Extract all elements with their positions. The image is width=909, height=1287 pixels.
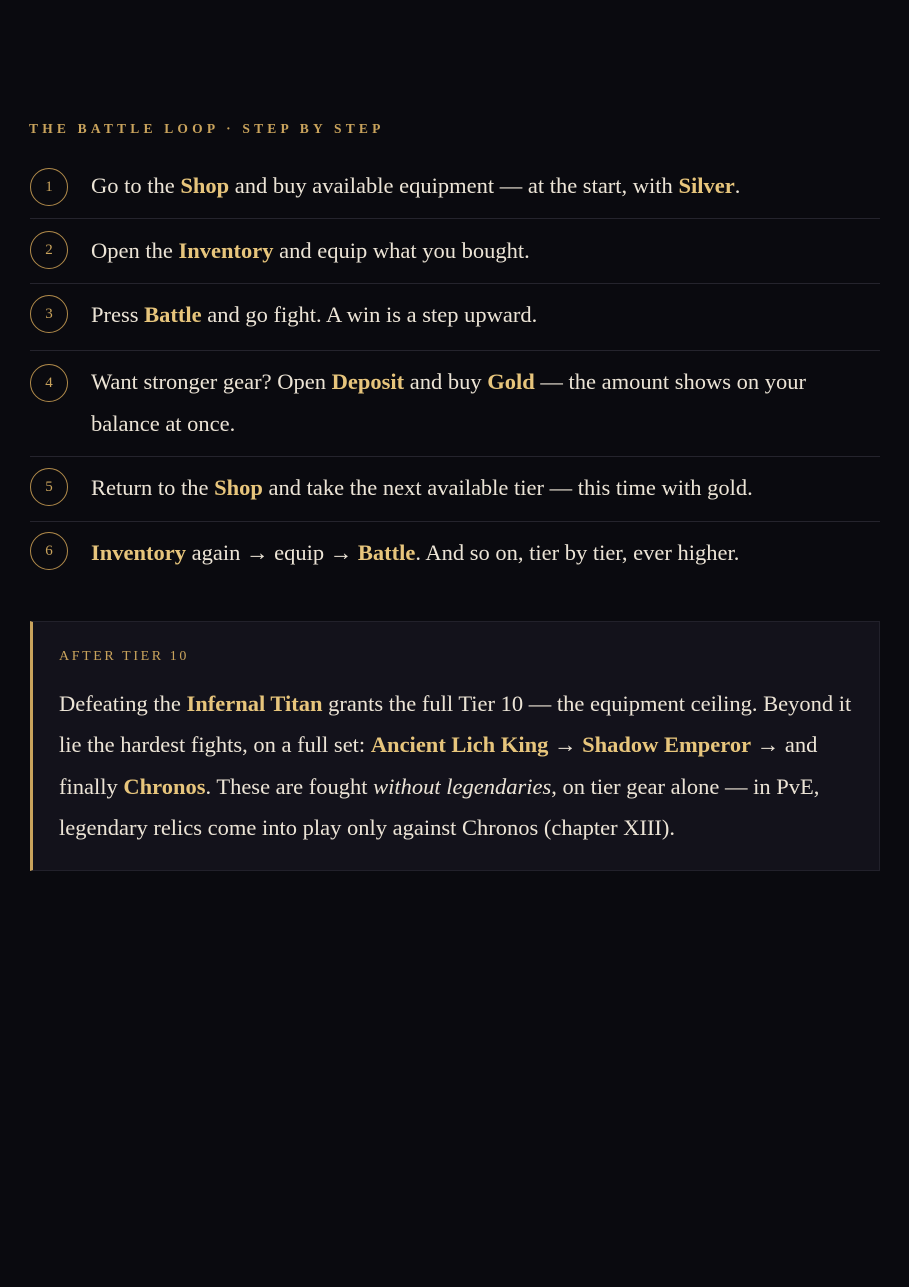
step-number-badge: 1	[30, 168, 68, 206]
step-number-badge: 6	[30, 532, 68, 570]
highlight-term: Battle	[144, 302, 202, 327]
highlight-term: Battle	[357, 540, 416, 565]
emphasis-text: without legendaries	[373, 773, 552, 799]
step-item-5	[30, 457, 880, 522]
text-fragment: Open the	[91, 238, 179, 263]
highlight-term: Deposit	[331, 369, 405, 394]
text-fragment: . And so on, tier by tier, ever higher.	[415, 540, 740, 565]
text-fragment: and buy	[404, 369, 488, 394]
highlight-term: Shadow Emperor	[582, 732, 752, 758]
battle-loop-section	[30, 118, 880, 140]
step-text	[91, 230, 880, 272]
text-fragment: again → equip →	[186, 540, 358, 565]
text-fragment: Return to the	[91, 475, 215, 500]
callout-label: AFTER TIER 10	[59, 649, 189, 664]
highlight-term: Shop	[180, 173, 230, 198]
text-fragment: grants the full Tier 10 — the equipment ceiling. Beyond it lie the hardest fights, on a full set:	[59, 691, 852, 758]
step-number-badge: 3	[30, 295, 68, 333]
highlight-term: Silver	[678, 173, 735, 198]
callout-body	[59, 683, 853, 848]
highlight-term: Ancient Lich King	[370, 732, 549, 758]
step-item-6	[30, 522, 880, 584]
step-text	[91, 467, 880, 509]
text-fragment: →	[548, 732, 583, 758]
text-fragment: Go to the	[91, 173, 181, 198]
step-item-3	[30, 284, 880, 351]
text-fragment: . These are fought	[205, 773, 374, 799]
step-item-2	[30, 219, 880, 284]
highlight-term: Infernal Titan	[186, 691, 323, 716]
text-fragment: and equip what you bought.	[273, 238, 530, 263]
highlight-term: Shop	[214, 475, 263, 500]
text-fragment: Defeating the	[59, 691, 187, 716]
text-fragment: and take the next available tier — this time with gold.	[262, 475, 753, 500]
text-fragment: and go fight. A win is a step upward.	[201, 302, 538, 327]
step-list	[30, 165, 880, 584]
step-text	[91, 361, 880, 445]
step-number-badge: 5	[30, 468, 68, 506]
highlight-term: Chronos	[123, 773, 206, 799]
text-fragment: .	[734, 173, 741, 198]
step-item-1	[30, 165, 880, 219]
step-number-badge: 4	[30, 364, 68, 402]
step-text	[91, 294, 880, 336]
text-fragment: Want stronger gear? Open	[91, 369, 332, 394]
text-fragment: → and finally	[59, 732, 818, 799]
step-text	[91, 532, 880, 574]
after-tier-callout	[30, 621, 880, 871]
text-fragment: Press	[91, 302, 145, 327]
text-fragment: — the amount shows on your balance at once.	[91, 369, 806, 436]
text-fragment: , on tier gear alone — in PvE, legendary relics come into play only against Chronos (chapter XIII).	[59, 773, 820, 840]
highlight-term: Inventory	[91, 540, 186, 565]
text-fragment: and buy available equipment — at the start, with	[229, 173, 679, 198]
highlight-term: Gold	[487, 369, 535, 394]
step-item-4	[30, 351, 880, 457]
step-text	[91, 165, 880, 207]
step-number-badge: 2	[30, 231, 68, 269]
section-heading: THE BATTLE LOOP · STEP BY STEP	[29, 121, 385, 136]
highlight-term: Inventory	[178, 238, 274, 263]
